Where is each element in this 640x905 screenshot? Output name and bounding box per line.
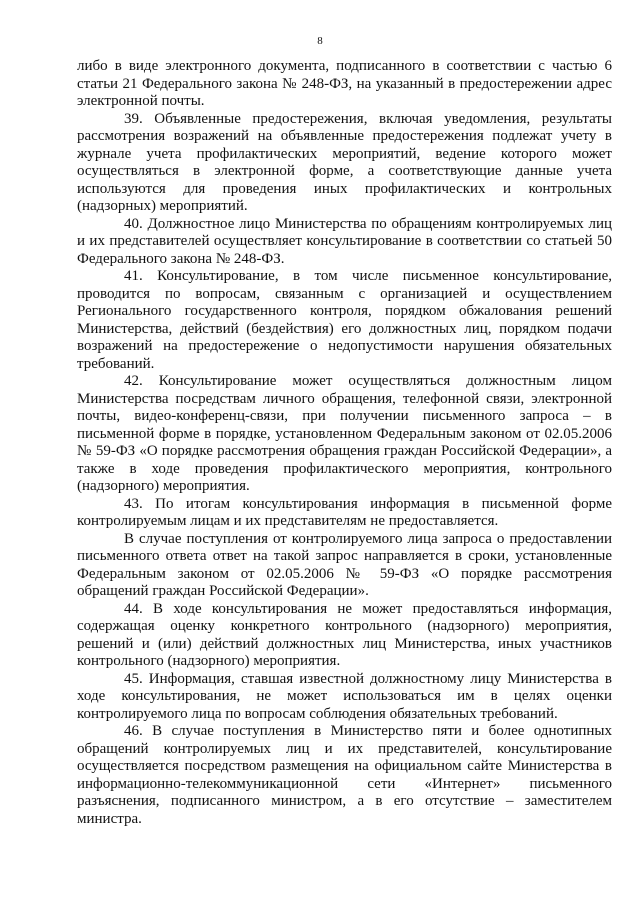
paragraph-41: 41. Консультирование, в том числе письменное консультирование, проводится по вопросам, связанным с организацией и осуществлением Регионального государственного контроля, порядком обжалования решений Министерства, действий (бездействия) его должностных лиц, порядком подачи возражений на предостережение о недопустимости нарушения обязательных требований.: [77, 268, 616, 372]
document-body: [77, 58, 620, 828]
paragraph-43-continued: В случае поступления от контролируемого лица запроса о предоставлении письменного ответа ответ на такой запрос направляется в сроки, установленные Федеральным законом от 02.05.2006 № 59-ФЗ «О порядке рассмотрения обращений граждан Российской Федерации».: [77, 530, 616, 599]
page-number: 8: [317, 35, 323, 47]
paragraph-46: 46. В случае поступления в Министерство пяти и более однотипных обращений контролируемых лиц и их представителей, консультирование осуществляется посредством размещения на официальном сайте Министерства в информационно-телекоммуникационной сети «Интернет» письменного разъяснения, подписанного министром, а в его отсутствие – заместителем министра.: [77, 723, 616, 827]
paragraph-44: 44. В ходе консультирования не может предоставляться информация, содержащая оценку конкретного контрольного (надзорного) мероприятия, решений и (или) действий должностных лиц Министерства, иных участников контрольного (надзорного) мероприятия.: [77, 600, 616, 669]
paragraph-40: 40. Должностное лицо Министерства по обращениям контролируемых лиц и их представителей осуществляет консультирование в соответствии со статьей 50 Федерального закона № 248-ФЗ.: [77, 215, 616, 267]
paragraph-45: 45. Информация, ставшая известной должностному лицу Министерства в ходе консультирования, не может использоваться им в целях оценки контролируемого лица по вопросам соблюдения обязательных требований.: [77, 670, 616, 722]
paragraph-43: 43. По итогам консультирования информация в письменной форме контролируемым лицам и их представителям не предоставляется.: [77, 495, 616, 529]
paragraph-42: 42. Консультирование может осуществляться должностным лицом Министерства посредствам личного обращения, телефонной связи, электронной почты, видео-конференц-связи, при получении письменного запроса – в письменной форме в порядке, установленном Федеральным законом от 02.05.2006 № 59-ФЗ «О порядке рассмотрения обращения граждан Российской Федерации», а также в ходе проведения профилактического мероприятия, контрольного (надзорного) мероприятия.: [77, 373, 620, 494]
paragraph-39: 39. Объявленные предостережения, включая уведомления, результаты рассмотрения возражений на объявленные предостережения подлежат учету в журнале учета профилактических мероприятий, ведение которого может осуществляться в электронной форме, а соответствующие данные учета используются для проведения иных профилактических и контрольных (надзорных) мероприятий.: [77, 110, 616, 214]
paragraph-continuation: либо в виде электронного документа, подписанного в соответствии с частью 6 статьи 21 Федерального закона № 248-ФЗ, на указанный в предостережении адрес электронной почты.: [77, 58, 616, 109]
